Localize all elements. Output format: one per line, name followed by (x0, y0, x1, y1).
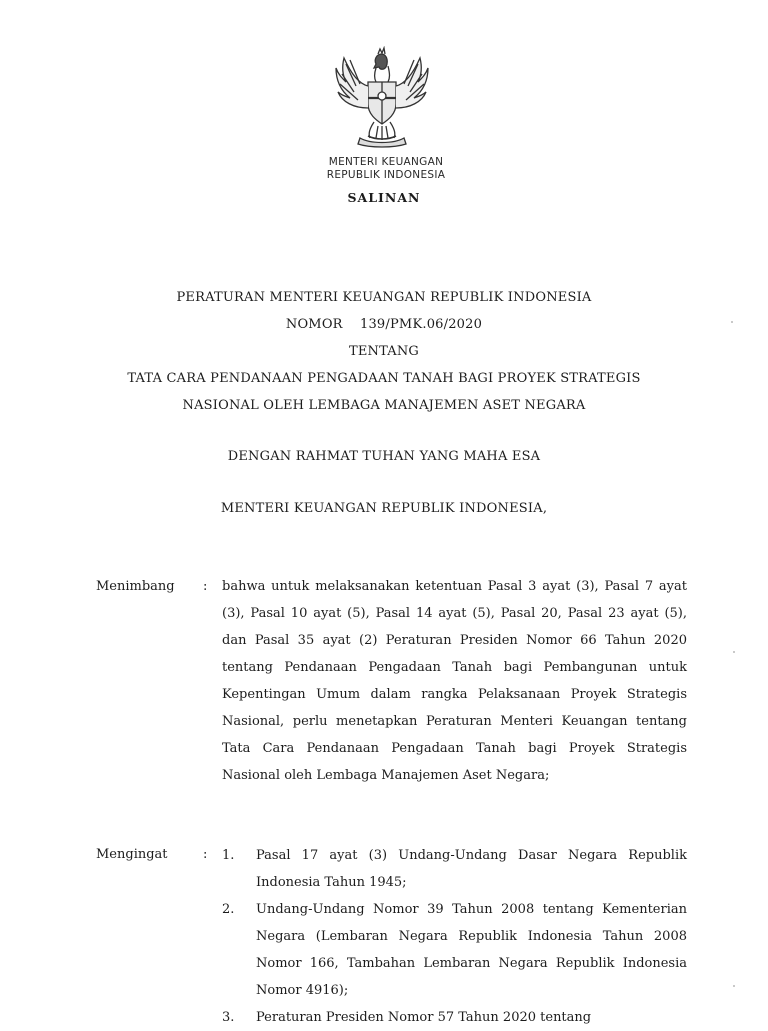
list-item-number: 2. (222, 902, 235, 917)
scan-speck (733, 985, 735, 987)
scan-speck (731, 321, 733, 323)
ministry-name-line2: REPUBLIK INDONESIA (326, 169, 446, 181)
menimbang-text: bahwa untuk melaksanakan ketentuan Pasal 3 ayat (3), Pasal 7 ayat (3), Pasal 10 ayat (5), Pasal 14 ayat (5), Pasal 20, Pasal 23 ayat (5), dan Pasal 35 ayat (2) Peraturan Presiden Nomor 66 Tahun 2020 tentang Pendanaan Pengadaan Tanah bagi Pembangunan untuk Kepentingan Umum dalam rangka Pelaksanaan Proyek Strategis Nasional, perlu menetapkan Peraturan Menteri Keuangan tentang Tata Cara Pendanaan Pengadaan Tanah bagi Proyek Strategis Nasional oleh Lembaga Manajemen Aset Negara; (222, 579, 687, 783)
menimbang-colon: : (203, 579, 208, 594)
mengingat-colon: : (203, 847, 208, 862)
list-item (222, 1004, 687, 1031)
copy-mark: SALINAN (347, 190, 421, 205)
menimbang-paragraph (222, 573, 687, 789)
list-item-number: 3. (222, 1010, 235, 1025)
list-item-text: Peraturan Presiden Nomor 57 Tahun 2020 tentang (256, 1010, 592, 1025)
regulation-about: TENTANG (348, 344, 420, 359)
mengingat-list (222, 842, 687, 1031)
scan-speck (733, 651, 735, 653)
regulation-number: NOMOR 139/PMK.06/2020 (285, 317, 483, 332)
regulation-subject-line1: TATA CARA PENDANAAN PENGADAAN TANAH BAGI PROYEK STRATEGIS (127, 371, 641, 386)
list-item (222, 896, 687, 1004)
ministry-name-line1: MENTERI KEUANGAN (328, 156, 444, 168)
list-item-text: Pasal 17 ayat (3) Undang-Undang Dasar Negara Republik Indonesia Tahun 1945; (256, 848, 687, 890)
list-item-number: 1. (222, 848, 235, 863)
regulation-subject-line2: NASIONAL OLEH LEMBAGA MANAJEMEN ASET NEGARA (182, 398, 586, 413)
invocation: DENGAN RAHMAT TUHAN YANG MAHA ESA (227, 449, 541, 464)
menimbang-label: Menimbang (96, 579, 175, 594)
list-item-text: Undang-Undang Nomor 39 Tahun 2008 tentang Kementerian Negara (Lembaran Negara Republik Indonesia Tahun 2008 Nomor 166, Tambahan Lembaran Negara Republik Indonesia Nomor 4916); (256, 902, 687, 998)
mengingat-label: Mengingat (96, 847, 168, 862)
enacting-authority: MENTERI KEUANGAN REPUBLIK INDONESIA, (220, 501, 548, 516)
list-item (222, 842, 687, 896)
garuda-emblem-icon (330, 46, 434, 150)
regulation-title: PERATURAN MENTERI KEUANGAN REPUBLIK INDONESIA (176, 290, 592, 305)
